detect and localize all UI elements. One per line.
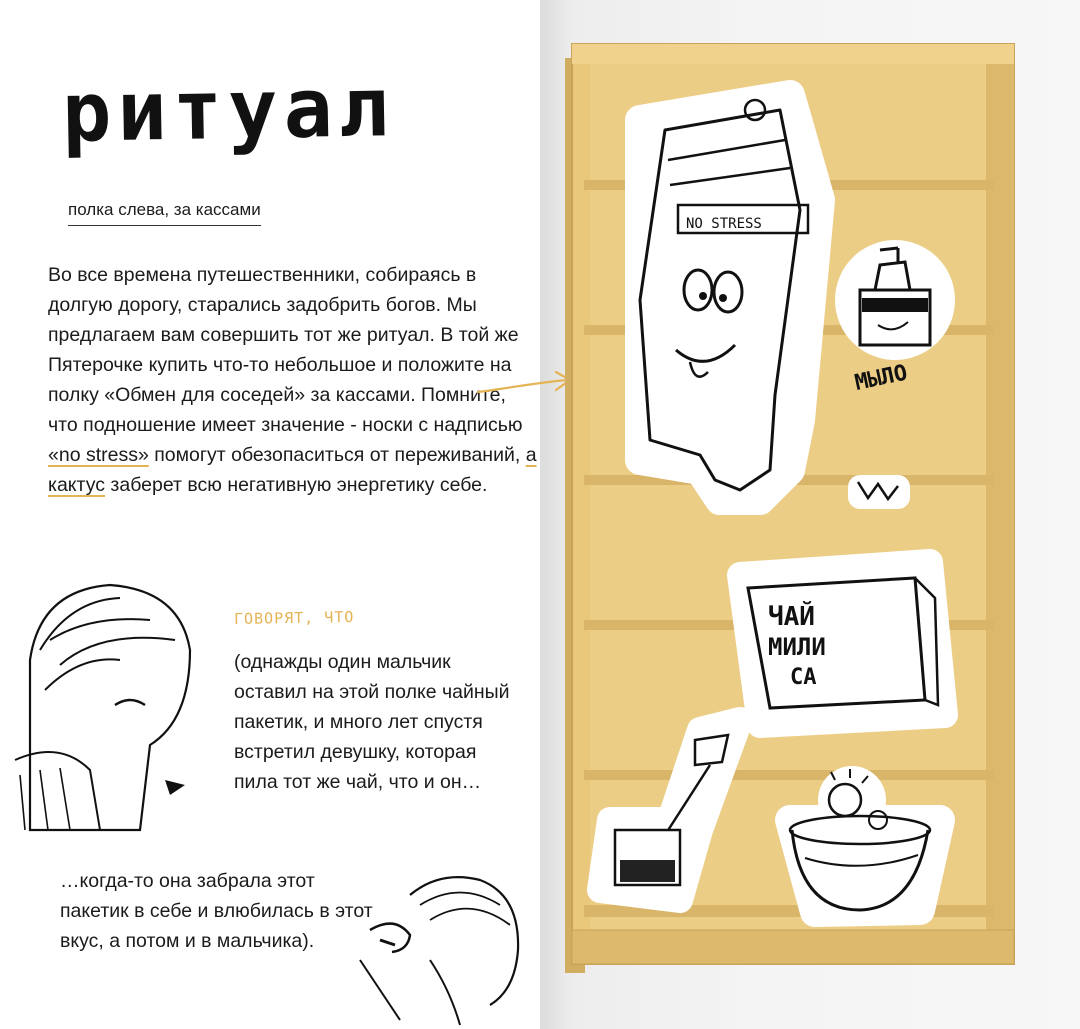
tea-box-doodle (740, 562, 945, 725)
paragraph-text-middle: помогут обезопаситься от переживаний, (148, 444, 526, 466)
cactus-phrase: а кактус (48, 444, 537, 496)
boy-doodle (15, 585, 190, 830)
tea-box-line-2: МИЛИ (768, 633, 826, 661)
legend-label: ГОВОРЯТ, ЧТО (233, 607, 355, 629)
soap-label: МЫЛО (852, 360, 910, 396)
small-scribble-doodle (848, 475, 910, 509)
page-title: ритуал (61, 60, 396, 161)
paragraph-text-end: заберет всю негативную энергетику себе. (105, 474, 488, 496)
girl-doodle (360, 877, 518, 1025)
soap-doodle (835, 240, 955, 396)
location-subtitle: полка слева, за кассами (68, 200, 261, 226)
paragraph-text-start: Во все времена путешественники, собираясь в долгую дорогу, старались задобрить богов. Мы предлагаем вам совершить тот же ритуал. В той же Пятерочке купить что-то небольшое и положите на полку «Обмен для соседей» за кассами. Помните, что подношение имеет значение - носки с надписью (48, 264, 523, 436)
tea-box-line-3: СА (790, 665, 817, 690)
no-stress-quote: «no stress» (48, 444, 149, 466)
sock-label: NO STRESS (686, 216, 762, 232)
legend-text: (однажды один мальчик оставил на этой полке чайный пакетик, и много лет спустя встретил девушку, которая пила тот же чай, что и он… (234, 651, 510, 793)
sock-doodle (640, 95, 820, 500)
legend-ending: …когда-то она забрала этот пакетик в себе и влюбилась в этот вкус, а потом и в мальчика). (60, 870, 373, 952)
cactus-bowl-doodle (790, 766, 940, 912)
tea-box-line-1: ЧАЙ (768, 602, 815, 632)
tea-bag-doodle (600, 720, 740, 900)
